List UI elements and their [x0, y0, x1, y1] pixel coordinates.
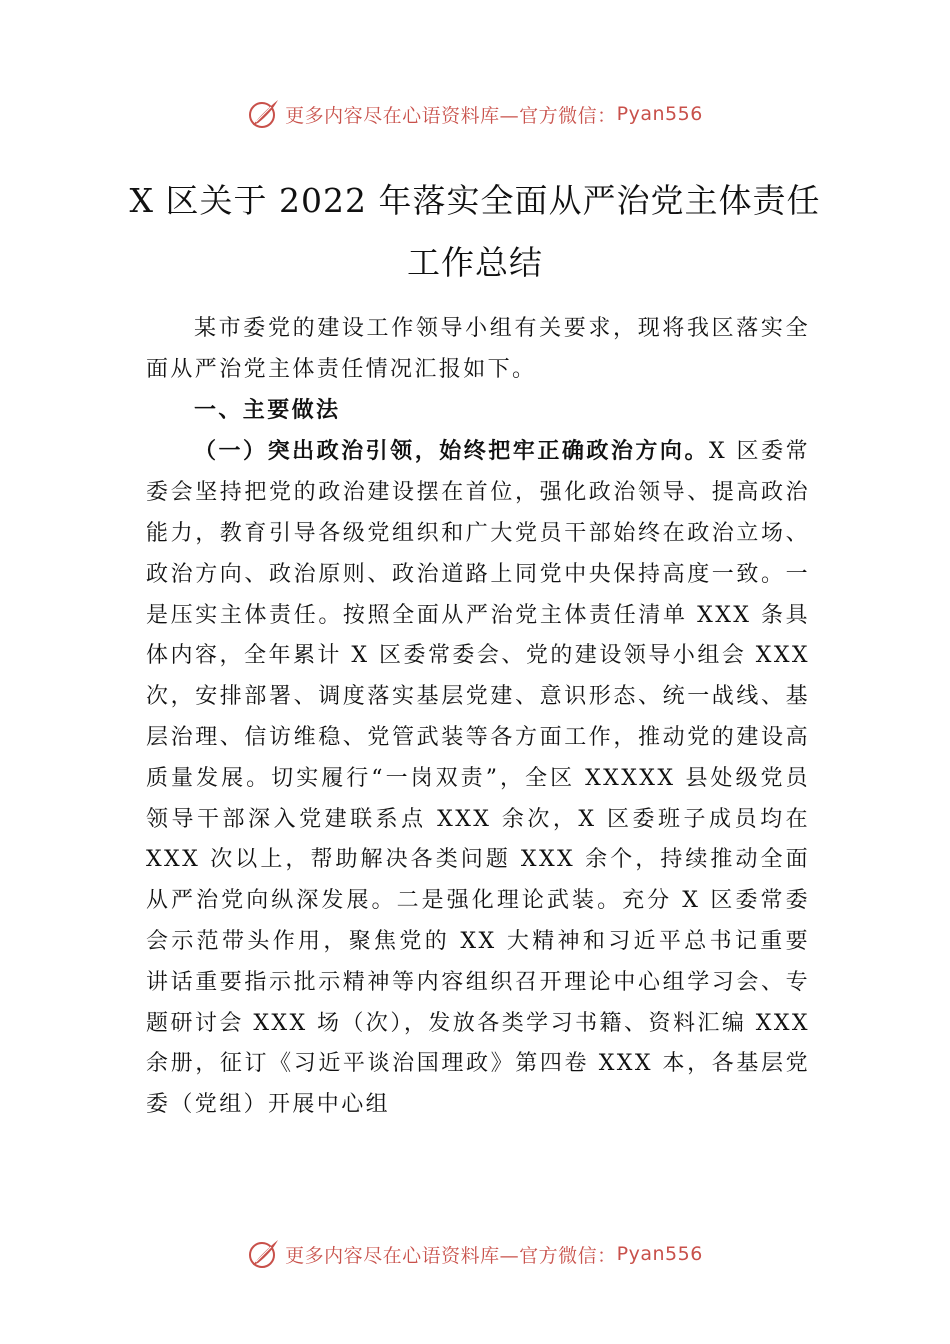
item-lead: （一）突出政治引领，始终把牢正确政治方向。 — [194, 438, 709, 465]
watermark-footer — [0, 1236, 950, 1272]
watermark-header — [0, 96, 950, 132]
item-body: X 区委常委会坚持把党的政治建设摆在首位，强化政治领导、提高政治能力，教育引导各级党组织和广大党员干部始终在政治立场、政治方向、政治原则、政治道路上同党中央保持高度一致。一是压实主体责任。按照全面从严治党主体责任清单 XXX 条具体内容，全年累计 X 区委常委会、党的建设领导小组会 XXX 次，安排部署、调度落实基层党建、意识形态、统一战线、基层治理、信访维稳、党管武装等各方面工作，推动党的建设高质量发展。切实履行“一岗双责”，全区 XXXXX 县处级党员领导干部深入党建联系点 XXX 余次，X 区委班子成员均在 XXX 次以上，帮助解决各类问题 XXX 余个，持续推动全面从严治党向纵深发展。二是强化理论武装。充分 X 区委常委会示范带头作用，聚焦党的 XX 大精神和习近平总书记重要讲话重要指示批示精神等内容组织召开理论中心组学习会、专题研讨会 XXX 场（次），发放各类学习书籍、资料汇编 XXX 余册，征订《习近平谈治国理政》第四卷 XXX 本，各基层党委（党组）开展中心组 — [146, 439, 811, 1118]
section-heading: 一、主要做法 — [194, 397, 341, 423]
item-paragraph — [146, 431, 810, 1126]
intro-paragraph: 某市委党的建设工作领导小组有关要求，现将我区落实全面从严治党主体责任情况汇报如下。 — [146, 316, 810, 382]
watermark-text: 更多内容尽在心语资料库—官方微信： — [285, 1244, 617, 1267]
watermark-id: Pyan556 — [616, 103, 703, 125]
document-title: X 区关于 2022 年落实全面从严治党主体责任工作总结 — [129, 181, 821, 283]
watermark-id: Pyan556 — [616, 1243, 703, 1265]
quill-logo-icon — [247, 97, 281, 131]
document-body — [146, 309, 810, 1126]
quill-logo-icon — [247, 1237, 281, 1271]
watermark-text: 更多内容尽在心语资料库—官方微信： — [285, 104, 617, 127]
